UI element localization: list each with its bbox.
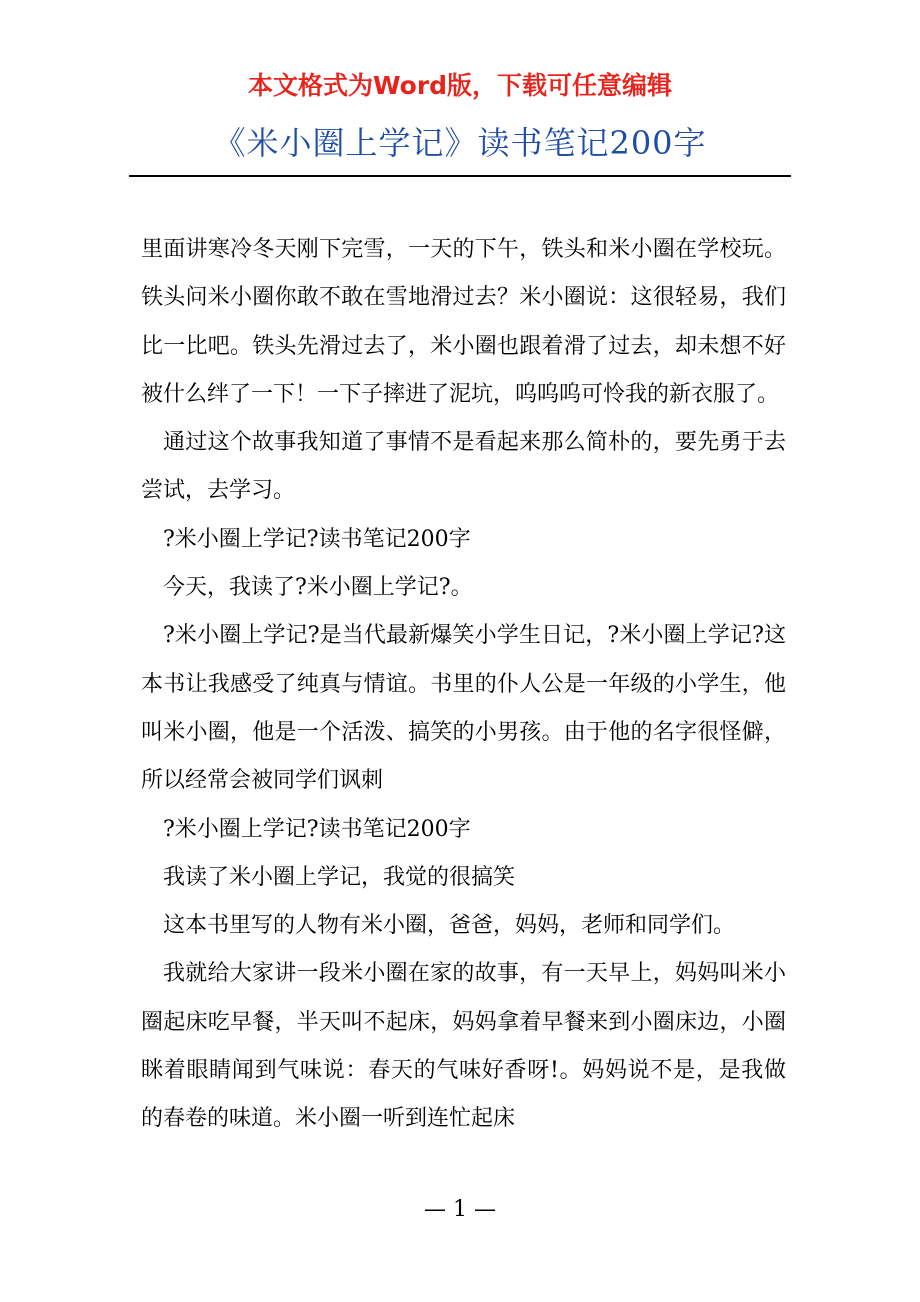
- paragraph: ?米小圈上学记?读书笔记200字: [163, 816, 471, 842]
- document-body: [141, 226, 786, 1144]
- paragraph: ?米小圈上学记?读书笔记200字: [163, 526, 471, 552]
- title-divider: [129, 175, 791, 177]
- paragraph: ?米小圈上学记?是当代最新爆笑小学生日记，?米小圈上学记?这本书让我感受了纯真与情谊。书里的仆人公是一年级的小学生，他叫米小圈，他是一个活泼、搞笑的小男孩。由于他的名字很怪僻，所以经常会被同学们讽刺: [141, 623, 786, 794]
- paragraph: 今天，我读了?米小圈上学记?。: [163, 575, 473, 601]
- page-number: — 1 —: [424, 1197, 496, 1222]
- paragraph: 里面讲寒冷冬天刚下完雪，一天的下午，铁头和米小圈在学校玩。铁头问米小圈你敢不敢在雪地滑过去？米小圈说：这很轻易，我们比一比吧。铁头先滑过去了，米小圈也跟着滑了过去，却未想不好被什么绊了一下！一下子摔进了泥坑，呜呜呜可怜我的新衣服了。: [141, 237, 786, 407]
- paragraph: 这本书里写的人物有米小圈，爸爸，妈妈，老师和同学们。: [163, 913, 736, 939]
- download-notice: 本文格式为Word版，下载可任意编辑: [247, 71, 673, 100]
- paragraph: 我就给大家讲一段米小圈在家的故事，有一天早上，妈妈叫米小圈起床吃早餐，半天叫不起床，妈妈拿着早餐来到小圈床边，小圈眯着眼睛闻到气味说：春天的气味好香呀!。妈妈说不是，是我做的春卷的味道。米小圈一听到连忙起床: [141, 961, 786, 1132]
- document-title: 《米小圈上学记》读书笔记200字: [213, 124, 707, 162]
- paragraph: 我读了米小圈上学记，我觉的很搞笑: [163, 864, 516, 890]
- paragraph: 通过这个故事我知道了事情不是看起来那么简朴的，要先勇于去尝试，去学习。: [141, 430, 786, 504]
